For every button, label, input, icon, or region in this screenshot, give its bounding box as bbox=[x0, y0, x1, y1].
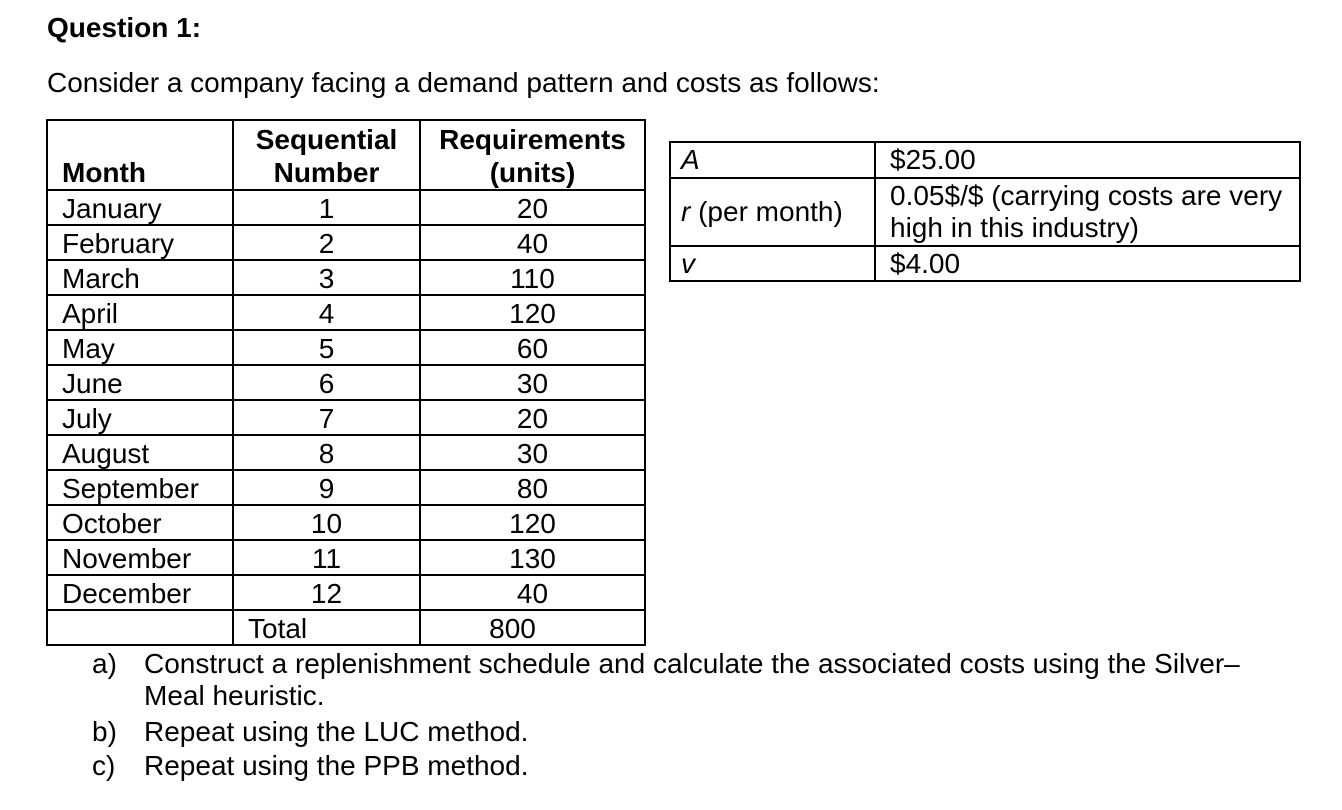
table-row bbox=[47, 400, 645, 435]
seq-cell: 7 bbox=[233, 400, 420, 435]
question-text: Repeat using the PPB method. bbox=[144, 750, 529, 781]
param-value: $4.00 bbox=[875, 246, 1300, 281]
demand-table-header bbox=[47, 120, 645, 190]
seq-cell: 2 bbox=[233, 225, 420, 260]
table-row bbox=[47, 365, 645, 400]
question-text: Construct a replenishment schedule and calculate the associated costs using the Silver–Meal heuristic. bbox=[144, 648, 1240, 711]
list-item bbox=[92, 648, 1294, 712]
req-cell: 130 bbox=[420, 540, 645, 575]
parameters-table bbox=[669, 141, 1301, 282]
table-row bbox=[47, 225, 645, 260]
total-row bbox=[47, 610, 645, 645]
total-label: Total bbox=[233, 610, 420, 645]
param-row-r bbox=[670, 178, 1300, 246]
question-list bbox=[92, 648, 1294, 784]
req-cell: 120 bbox=[420, 295, 645, 330]
header-sequential-number: Sequential Number bbox=[233, 120, 420, 190]
param-suffix: (per month) bbox=[690, 196, 843, 227]
month-cell: October bbox=[47, 505, 233, 540]
param-symbol: v bbox=[681, 247, 695, 279]
list-item bbox=[92, 750, 1294, 782]
list-marker: a) bbox=[92, 648, 117, 679]
param-name bbox=[670, 246, 875, 281]
table-row bbox=[47, 330, 645, 365]
table-row bbox=[47, 260, 645, 295]
month-cell: February bbox=[47, 225, 233, 260]
month-cell: August bbox=[47, 435, 233, 470]
month-cell: April bbox=[47, 295, 233, 330]
table-row bbox=[47, 540, 645, 575]
demand-table bbox=[46, 119, 646, 646]
month-cell: January bbox=[47, 190, 233, 225]
question-heading: Question 1: bbox=[47, 12, 202, 43]
param-name bbox=[670, 142, 875, 178]
seq-cell: 12 bbox=[233, 575, 420, 610]
table-row bbox=[47, 435, 645, 470]
question-text: Repeat using the LUC method. bbox=[144, 716, 529, 747]
month-cell: May bbox=[47, 330, 233, 365]
month-cell: November bbox=[47, 540, 233, 575]
month-cell: December bbox=[47, 575, 233, 610]
req-cell: 110 bbox=[420, 260, 645, 295]
month-cell: June bbox=[47, 365, 233, 400]
list-marker: c) bbox=[92, 750, 116, 781]
seq-cell: 11 bbox=[233, 540, 420, 575]
total-value: 800 bbox=[420, 610, 645, 645]
table-row bbox=[47, 295, 645, 330]
req-cell: 20 bbox=[420, 400, 645, 435]
param-value: $25.00 bbox=[875, 142, 1300, 178]
seq-cell: 3 bbox=[233, 260, 420, 295]
param-name bbox=[670, 178, 875, 246]
total-empty-cell bbox=[47, 610, 233, 645]
req-cell: 120 bbox=[420, 505, 645, 540]
req-cell: 30 bbox=[420, 435, 645, 470]
req-cell: 40 bbox=[420, 225, 645, 260]
seq-cell: 9 bbox=[233, 470, 420, 505]
req-cell: 80 bbox=[420, 470, 645, 505]
month-cell: September bbox=[47, 470, 233, 505]
table-row bbox=[47, 575, 645, 610]
req-cell: 20 bbox=[420, 190, 645, 225]
list-marker: b) bbox=[92, 716, 117, 747]
param-value: 0.05$/$ (carrying costs are very high in this industry) bbox=[875, 178, 1300, 246]
req-cell: 60 bbox=[420, 330, 645, 365]
param-row-v bbox=[670, 246, 1300, 281]
seq-cell: 1 bbox=[233, 190, 420, 225]
list-item bbox=[92, 716, 1294, 748]
table-row bbox=[47, 505, 645, 540]
req-cell: 30 bbox=[420, 365, 645, 400]
param-symbol: r bbox=[681, 196, 691, 227]
param-row-a bbox=[670, 142, 1300, 178]
seq-cell: 5 bbox=[233, 330, 420, 365]
table-row bbox=[47, 190, 645, 225]
month-cell: March bbox=[47, 260, 233, 295]
month-cell: July bbox=[47, 400, 233, 435]
seq-cell: 10 bbox=[233, 505, 420, 540]
seq-cell: 6 bbox=[233, 365, 420, 400]
table-row bbox=[47, 470, 645, 505]
seq-cell: 4 bbox=[233, 295, 420, 330]
param-symbol: A bbox=[681, 144, 700, 175]
seq-cell: 8 bbox=[233, 435, 420, 470]
header-requirements: Requirements (units) bbox=[420, 120, 645, 190]
intro-text: Consider a company facing a demand pattern and costs as follows: bbox=[47, 67, 880, 98]
req-cell: 40 bbox=[420, 575, 645, 610]
header-month: Month bbox=[47, 120, 233, 190]
